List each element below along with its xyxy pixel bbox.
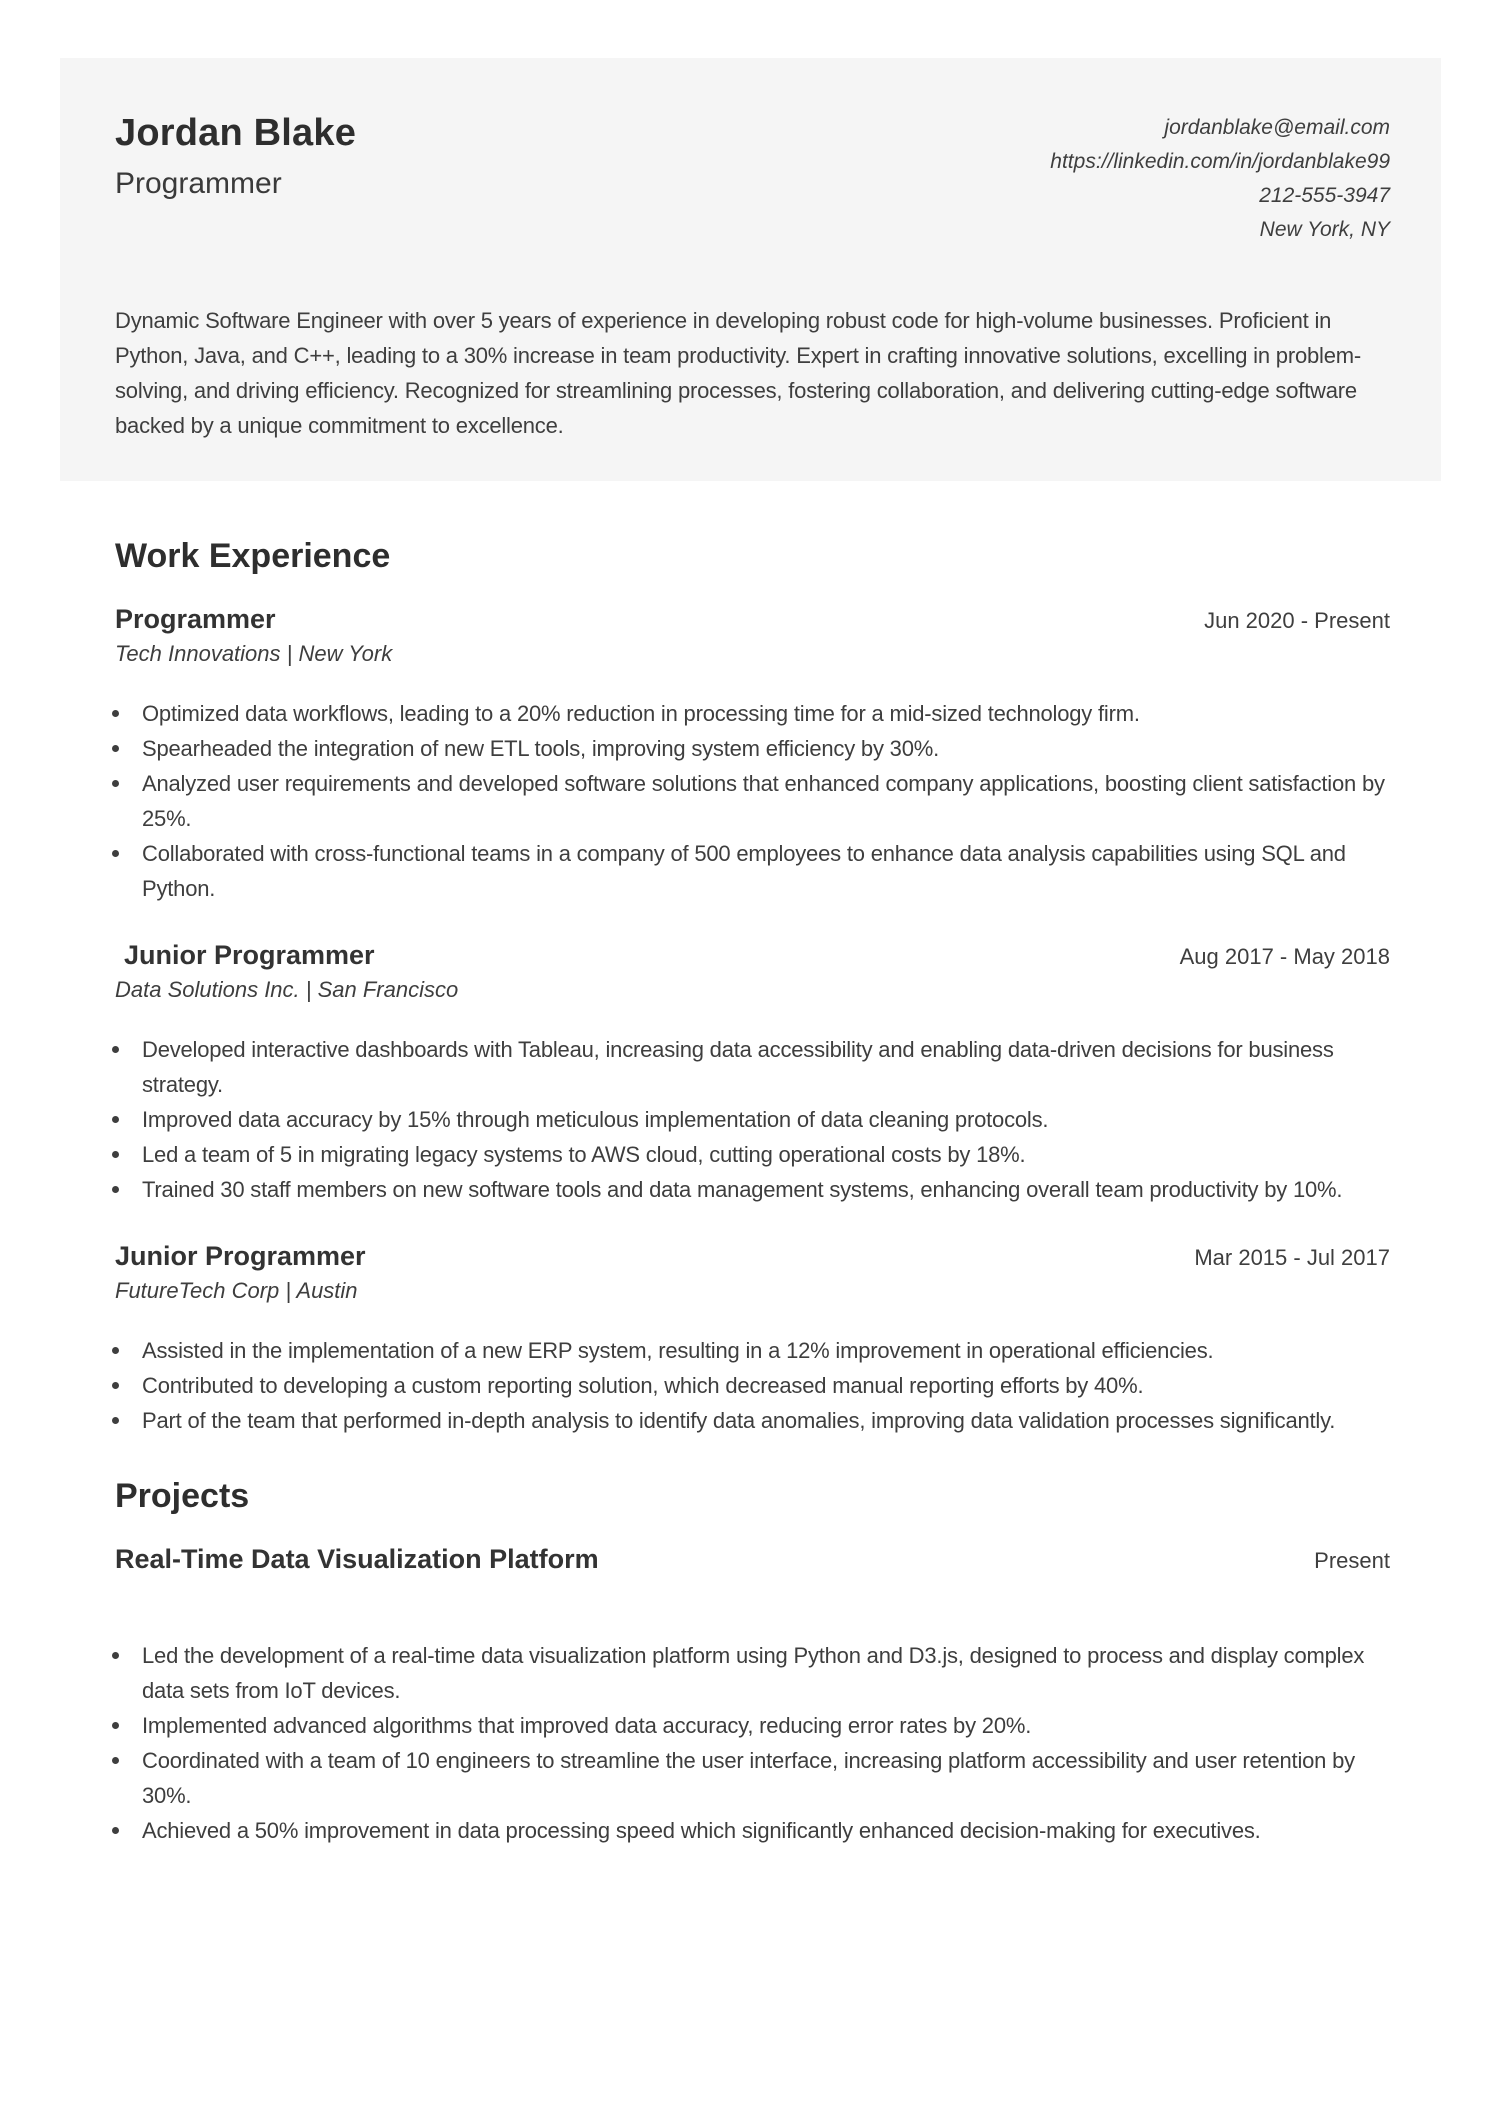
bullet-item: Trained 30 staff members on new software tools and data management systems, enhancing overall team productivity by 10%. bbox=[142, 1172, 1390, 1207]
project-title: Real-Time Data Visualization Platform bbox=[115, 1544, 599, 1574]
project-bullets bbox=[115, 1638, 1390, 1848]
bullet-item: Led the development of a real-time data visualization platform using Python and D3.js, designed to process and display complex data sets from IoT devices. bbox=[142, 1638, 1390, 1708]
contact-linkedin-url: https://linkedin.com/in/jordanblake99 bbox=[1050, 150, 1390, 173]
project-dates: Present bbox=[1314, 1548, 1390, 1573]
bullet-item: Contributed to developing a custom reporting solution, which decreased manual reporting efforts by 40%. bbox=[142, 1368, 1390, 1403]
job-bullets bbox=[115, 1333, 1390, 1438]
bullet-item: Achieved a 50% improvement in data processing speed which significantly enhanced decision-making for executives. bbox=[142, 1813, 1390, 1848]
bullet-item: Collaborated with cross-functional teams in a company of 500 employees to enhance data analysis capabilities using SQL and Python. bbox=[142, 836, 1390, 906]
contact-phone: 212-555-3947 bbox=[1259, 184, 1390, 207]
contact-info bbox=[1050, 111, 1390, 247]
candidate-name: Jordan Blake bbox=[115, 112, 357, 154]
job-organization: Data Solutions Inc. | San Francisco bbox=[115, 977, 459, 1002]
header-top-row bbox=[115, 111, 1390, 247]
job-dates: Mar 2015 - Jul 2017 bbox=[1194, 1245, 1390, 1270]
job-entry bbox=[115, 1239, 1390, 1438]
job-dates: Jun 2020 - Present bbox=[1204, 608, 1390, 633]
job-entry bbox=[115, 938, 1390, 1207]
project-entry bbox=[115, 1542, 1390, 1848]
bullet-item: Part of the team that performed in-depth analysis to identify data anomalies, improving data validation processes significantly. bbox=[142, 1403, 1390, 1438]
job-title: Junior Programmer bbox=[115, 1241, 366, 1271]
bullet-item: Optimized data workflows, leading to a 20% reduction in processing time for a mid-sized technology firm. bbox=[142, 696, 1390, 731]
bullet-item: Improved data accuracy by 15% through meticulous implementation of data cleaning protocols. bbox=[142, 1102, 1390, 1137]
job-header-row bbox=[115, 1239, 1390, 1273]
bullet-item: Analyzed user requirements and developed software solutions that enhanced company applications, boosting client satisfaction by 25%. bbox=[142, 766, 1390, 836]
summary-text: Dynamic Software Engineer with over 5 years of experience in developing robust code for high-volume businesses. Proficient in Python, Java, and C++, leading to a 30% increase in team productivity. Expert in crafting innovative solutions, excelling in problem-solving, and driving efficiency. Recognized for streamlining processes, fostering collaboration, and delivering cutting-edge software backed by a unique commitment to excellence. bbox=[115, 308, 1362, 438]
job-title: Junior Programmer bbox=[124, 940, 375, 970]
job-bullets bbox=[115, 696, 1390, 906]
job-dates: Aug 2017 - May 2018 bbox=[1179, 944, 1390, 969]
resume-header bbox=[60, 58, 1441, 481]
job-entry bbox=[115, 602, 1390, 906]
job-organization: FutureTech Corp | Austin bbox=[115, 1278, 358, 1303]
resume-body bbox=[115, 538, 1390, 1848]
job-organization: Tech Innovations | New York bbox=[115, 641, 393, 666]
bullet-item: Developed interactive dashboards with Tableau, increasing data accessibility and enabling data-driven decisions for business strategy. bbox=[142, 1032, 1390, 1102]
bullet-item: Implemented advanced algorithms that improved data accuracy, reducing error rates by 20%. bbox=[142, 1708, 1390, 1743]
job-header-row bbox=[115, 602, 1390, 636]
bullet-item: Coordinated with a team of 10 engineers to streamline the user interface, increasing platform accessibility and user retention by 30%. bbox=[142, 1743, 1390, 1813]
section-heading-work-experience: Work Experience bbox=[115, 537, 391, 575]
job-bullets bbox=[115, 1032, 1390, 1207]
bullet-item: Led a team of 5 in migrating legacy systems to AWS cloud, cutting operational costs by 18%. bbox=[142, 1137, 1390, 1172]
identity-block bbox=[115, 111, 356, 203]
bullet-item: Assisted in the implementation of a new ERP system, resulting in a 12% improvement in operational efficiencies. bbox=[142, 1333, 1390, 1368]
job-title: Programmer bbox=[115, 604, 276, 634]
bullet-item: Spearheaded the integration of new ETL tools, improving system efficiency by 30%. bbox=[142, 731, 1390, 766]
job-header-row bbox=[115, 938, 1390, 972]
project-header-row bbox=[115, 1542, 1390, 1576]
candidate-title: Programmer bbox=[115, 167, 282, 200]
section-heading-projects: Projects bbox=[115, 1477, 250, 1515]
contact-email: jordanblake@email.com bbox=[1164, 116, 1390, 139]
contact-location: New York, NY bbox=[1259, 218, 1390, 241]
